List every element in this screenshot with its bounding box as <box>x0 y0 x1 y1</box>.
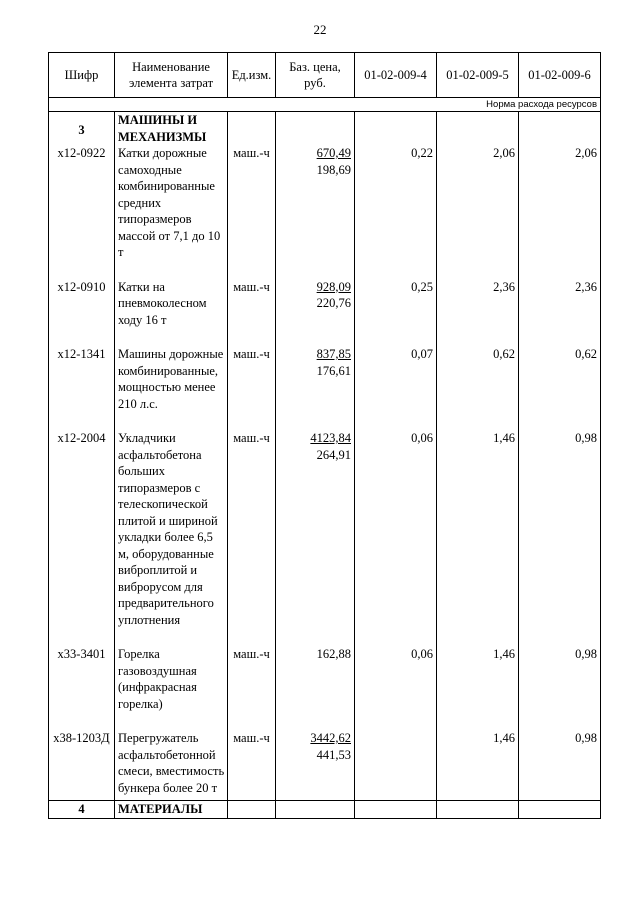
resource-price <box>276 145 355 279</box>
resource-unit: маш.-ч <box>228 430 276 646</box>
norm-value-5: 1,46 <box>437 646 519 730</box>
norm-value-5: 0,62 <box>437 346 519 430</box>
norm-value-4: 0,25 <box>355 279 437 347</box>
price-wage: 441,53 <box>316 747 351 762</box>
price-total: 3442,62 <box>310 731 351 745</box>
table-header-row <box>49 53 601 98</box>
resource-price <box>276 346 355 430</box>
norm-value-4 <box>355 730 437 801</box>
header-col-6: 01-02-009-6 <box>519 53 601 98</box>
table-row <box>49 430 601 646</box>
section-number: 3 <box>49 112 115 146</box>
norm-value-5: 2,06 <box>437 145 519 279</box>
norm-value-6: 0,98 <box>519 646 601 730</box>
price-wage: 198,69 <box>316 162 351 177</box>
header-name: Наименование элемента затрат <box>115 53 228 98</box>
table-row <box>49 145 601 279</box>
resource-name: Машины дорожные комбинированные, мощностью менее 210 л.с. <box>115 346 228 430</box>
price-total: 162,88 <box>316 647 351 661</box>
resource-price <box>276 279 355 347</box>
header-price: Баз. цена, руб. <box>276 53 355 98</box>
norm-value-6: 0,98 <box>519 430 601 646</box>
machine-rows <box>49 145 601 801</box>
resource-code: х38-1203Д <box>49 730 115 801</box>
section-title: МАШИНЫ И МЕХАНИЗМЫ <box>115 112 228 146</box>
table-row <box>49 730 601 801</box>
section-header-materials <box>49 801 601 819</box>
norm-value-4: 0,07 <box>355 346 437 430</box>
resource-name: Катки на пневмоколесном ходу 16 т <box>115 279 228 347</box>
resource-name: Горелка газовоздушная (инфракрасная горелка) <box>115 646 228 730</box>
price-total: 837,85 <box>316 347 351 361</box>
resource-code: х12-1341 <box>49 346 115 430</box>
page-number: 22 <box>313 22 327 37</box>
resource-code: х33-3401 <box>49 646 115 730</box>
resource-name: Перегружатель асфальтобетонной смеси, вместимость бункера более 20 т <box>115 730 228 801</box>
table-row <box>49 279 601 347</box>
price-total: 670,49 <box>316 146 351 160</box>
resource-name: Катки дорожные самоходные комбинированные средних типоразмеров массой от 7,1 до 10 т <box>115 145 228 279</box>
section-title: МАТЕРИАЛЫ <box>115 801 228 819</box>
norm-value-5: 2,36 <box>437 279 519 347</box>
norm-value-6: 0,98 <box>519 730 601 801</box>
header-unit: Ед.изм. <box>228 53 276 98</box>
resource-unit: маш.-ч <box>228 646 276 730</box>
price-total: 4123,84 <box>310 431 351 445</box>
norm-value-5: 1,46 <box>437 730 519 801</box>
resource-name: Укладчики асфальтобетона больших типоразмеров с телескопической плитой и шириной укладки более 6,5 м, оборудованные виброплитой и виброрусом для предварительного уплотнения <box>115 430 228 646</box>
section-header-machines <box>49 112 601 146</box>
resource-unit: маш.-ч <box>228 279 276 347</box>
section-number: 4 <box>49 801 115 819</box>
header-col-4: 01-02-009-4 <box>355 53 437 98</box>
resource-price <box>276 646 355 730</box>
resource-unit: маш.-ч <box>228 346 276 430</box>
header-code: Шифр <box>49 53 115 98</box>
resource-norms-table <box>48 52 601 819</box>
header-col-5: 01-02-009-5 <box>437 53 519 98</box>
price-wage: 220,76 <box>316 296 351 310</box>
norm-label-row <box>49 98 601 112</box>
norm-value-6: 2,06 <box>519 145 601 279</box>
norm-value-5: 1,46 <box>437 430 519 646</box>
resource-price <box>276 730 355 801</box>
resource-unit: маш.-ч <box>228 145 276 279</box>
norm-value-4: 0,22 <box>355 145 437 279</box>
resource-code: х12-0922 <box>49 145 115 279</box>
price-total: 928,09 <box>316 279 351 294</box>
norm-value-6: 0,62 <box>519 346 601 430</box>
resource-price <box>276 430 355 646</box>
norm-value-4: 0,06 <box>355 646 437 730</box>
table-row <box>49 646 601 730</box>
price-wage: 264,91 <box>316 447 351 462</box>
table-row <box>49 346 601 430</box>
norm-label: Норма расхода ресурсов <box>49 98 601 112</box>
resource-unit: маш.-ч <box>228 730 276 801</box>
norm-value-6: 2,36 <box>519 279 601 347</box>
price-wage: 176,61 <box>316 363 351 378</box>
resource-code: х12-2004 <box>49 430 115 646</box>
norm-value-4: 0,06 <box>355 430 437 646</box>
resource-code: х12-0910 <box>49 279 115 347</box>
